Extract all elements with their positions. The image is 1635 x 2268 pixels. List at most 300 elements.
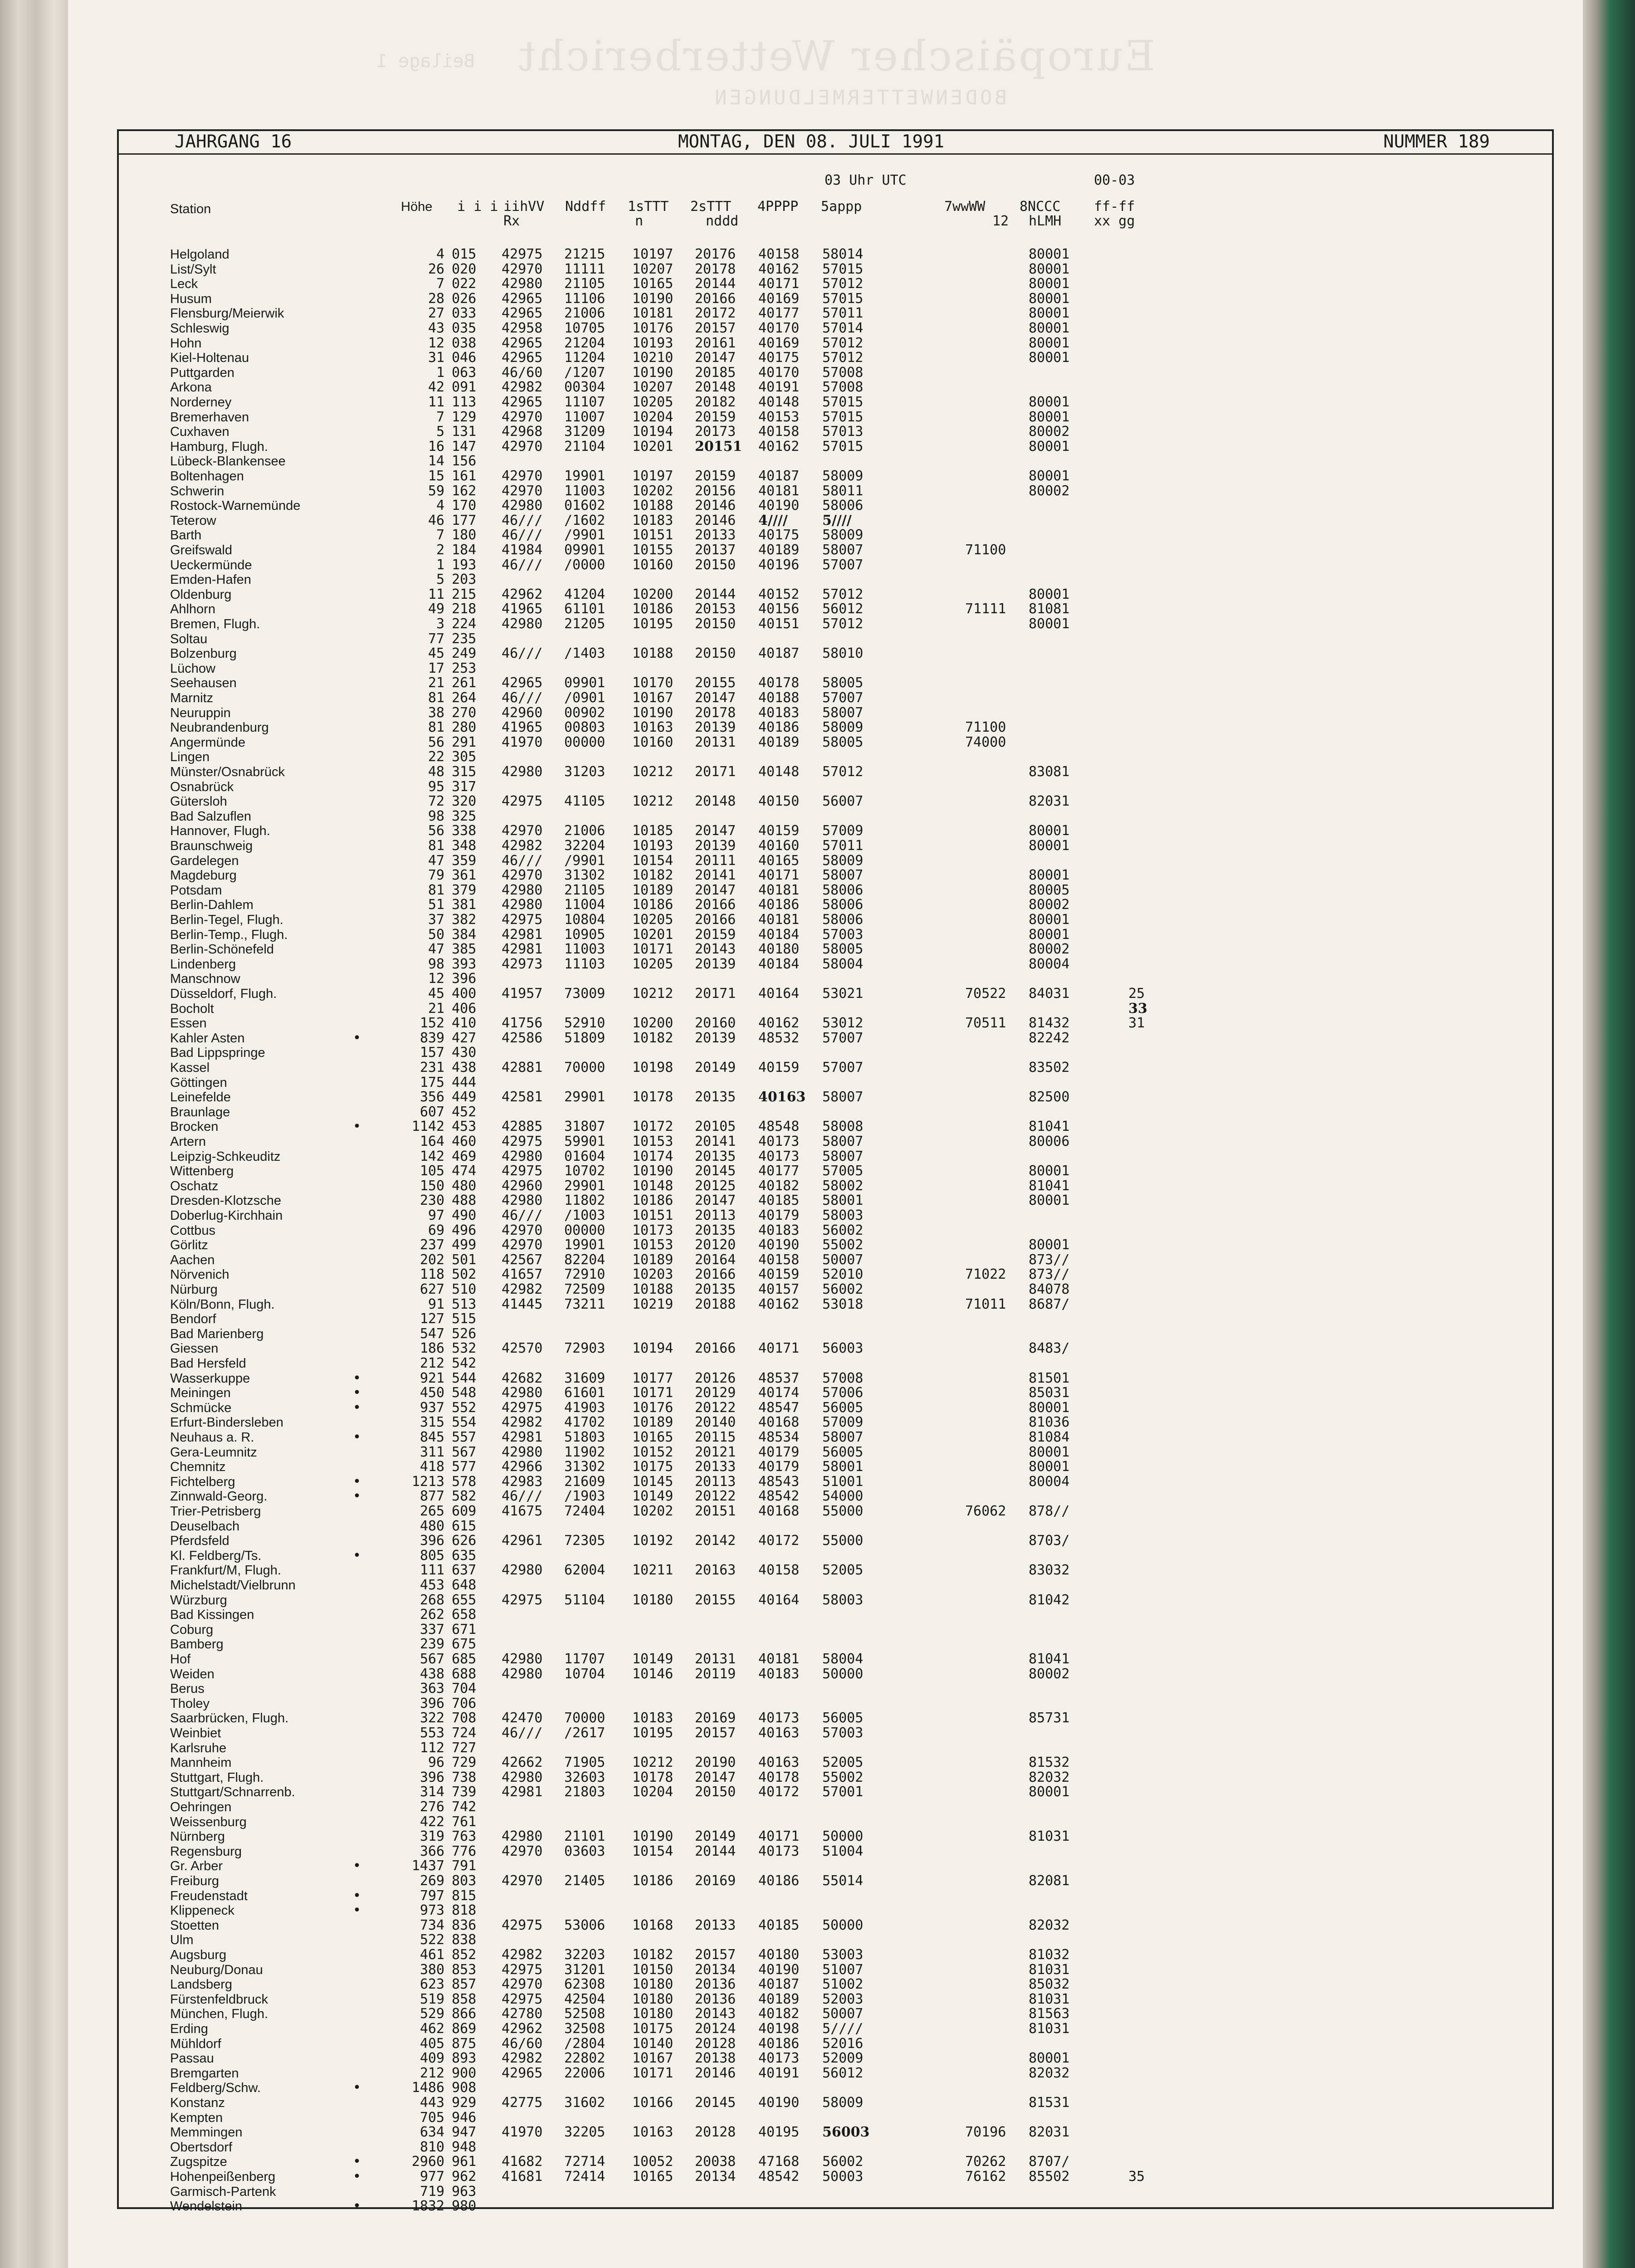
hlmh-header: hLMH <box>1029 213 1062 229</box>
pressure-value: 40158 <box>758 424 800 440</box>
ttt1-value: 10200 <box>632 586 674 602</box>
station-id: 033 <box>452 305 477 322</box>
station-id: 393 <box>452 956 477 972</box>
station-name: Saarbrücken, Flugh. <box>170 1711 289 1726</box>
ttt1-value: 10203 <box>632 1266 674 1283</box>
station-id: 544 <box>452 1370 477 1386</box>
nddff-value: 72903 <box>564 1340 605 1357</box>
cloud-value: 80001 <box>1029 1237 1070 1253</box>
nddff-value: 00902 <box>564 704 605 721</box>
station-height: 112 <box>420 1740 444 1756</box>
station-id: 406 <box>452 1000 477 1017</box>
ttt2-value: 20145 <box>695 2095 736 2111</box>
station-height: 1437 <box>411 1858 444 1874</box>
table-row <box>0 928 1515 943</box>
tendency-value: 52009 <box>822 2050 864 2067</box>
station-id: 046 <box>452 350 477 366</box>
iihvv-value: 41970 <box>502 734 543 750</box>
ttt2-value: 20113 <box>695 1207 736 1223</box>
table-row <box>0 2007 1515 2022</box>
nddff-value: 11111 <box>564 261 605 277</box>
station-id: 496 <box>452 1222 477 1238</box>
ttt2-value: 20148 <box>695 379 736 396</box>
ttt1-value: 10201 <box>632 926 674 943</box>
ttt2-value: 20145 <box>695 1163 736 1179</box>
cloud-value: 82032 <box>1029 1917 1070 1933</box>
station-height: 4 <box>436 246 444 262</box>
table-row <box>0 1815 1515 1830</box>
cloud-value: 81501 <box>1029 1370 1070 1386</box>
station-name: Manschnow <box>170 972 240 987</box>
station-name: Wittenberg <box>170 1164 234 1179</box>
tendency-value: 50003 <box>822 2169 864 2185</box>
station-name: Schmücke <box>170 1400 232 1415</box>
pressure-value: 40171 <box>758 1828 800 1845</box>
tendency-value: 57008 <box>822 379 864 396</box>
nddd-header: nddd <box>706 213 739 229</box>
table-row <box>0 2081 1515 2096</box>
station-id: 655 <box>452 1592 477 1608</box>
station-id: 658 <box>452 1607 477 1623</box>
ttt1-value: 10172 <box>632 1119 674 1135</box>
station-height: 212 <box>420 1355 444 1371</box>
ttt2-value: 20133 <box>695 1459 736 1475</box>
iihvv-value: 42965 <box>502 675 543 691</box>
station-name: München, Flugh. <box>170 2007 268 2022</box>
ttt2-value: 20163 <box>695 1562 736 1579</box>
nddff-value: 29901 <box>564 1089 605 1105</box>
nddff-value: 11902 <box>564 1444 605 1460</box>
tendency-value: 58006 <box>822 498 864 514</box>
ttt1-value: 10171 <box>632 1385 674 1401</box>
table-row <box>0 1977 1515 1992</box>
table-row <box>0 2155 1515 2170</box>
table-row <box>0 1327 1515 1342</box>
nddff-value: 52910 <box>564 1015 605 1031</box>
twelve-header: 12 <box>992 213 1009 229</box>
iihvv-value: 41681 <box>502 2169 543 2185</box>
iihvv-value: 41957 <box>502 986 543 1002</box>
station-id: 582 <box>452 1488 477 1505</box>
tendency-value: 52005 <box>822 1562 864 1579</box>
ttt2-value: 20105 <box>695 1119 736 1135</box>
table-row <box>0 380 1515 395</box>
nddff-value: 00000 <box>564 1222 605 1238</box>
station-height: 973 <box>420 1902 444 1919</box>
iihvv-value: 42975 <box>502 912 543 928</box>
tendency-value: 58006 <box>822 882 864 898</box>
tendency-value: 57012 <box>822 335 864 351</box>
station-name: Angermünde <box>170 735 246 750</box>
tendency-value: 52005 <box>822 1755 864 1771</box>
iihvv-value: 42980 <box>502 897 543 913</box>
cloud-value: 81031 <box>1029 1961 1070 1978</box>
station-id: 180 <box>452 527 477 543</box>
station-id: 348 <box>452 838 477 854</box>
station-name: Stuttgart/Schnarrenb. <box>170 1785 295 1800</box>
station-height: 409 <box>420 2050 444 2067</box>
ttt1-value: 10175 <box>632 1459 674 1475</box>
ttt2-value: 20149 <box>695 1828 736 1845</box>
station-height: 49 <box>428 601 444 617</box>
iihvv-value: 42960 <box>502 1178 543 1194</box>
ttt2-value: 20135 <box>695 1148 736 1164</box>
tendency-value: 56002 <box>822 1281 864 1297</box>
pressure-value: 40190 <box>758 1237 800 1253</box>
station-name: Teterow <box>170 513 216 528</box>
iihvv-value: 46/60 <box>502 2035 543 2052</box>
tendency-value: 57012 <box>822 764 864 780</box>
station-name: Weiden <box>170 1667 215 1681</box>
ttt2-value: 20173 <box>695 424 736 440</box>
nddff-value: 62004 <box>564 1562 605 1579</box>
table-row <box>0 410 1515 425</box>
cloud-value: 83032 <box>1029 1562 1070 1579</box>
station-height: 81 <box>428 882 444 898</box>
cloud-value: 80001 <box>1029 320 1070 336</box>
station-id: 761 <box>452 1813 477 1830</box>
station-id: 675 <box>452 1636 477 1652</box>
station-id: 177 <box>452 512 477 528</box>
table-row <box>0 1401 1515 1416</box>
iihvv-value: 42970 <box>502 438 543 455</box>
ttt1-value: 10052 <box>632 2154 674 2170</box>
iihvv-value: 42975 <box>502 1399 543 1416</box>
nddff-value: /0000 <box>564 557 605 573</box>
cloud-value: 80004 <box>1029 1473 1070 1490</box>
cloud-value: 81531 <box>1029 2095 1070 2111</box>
table-row <box>0 1770 1515 1785</box>
nddff-value: 32203 <box>564 1947 605 1963</box>
iii-header: i i i <box>457 199 498 215</box>
weather-value: 70262 <box>965 2154 1006 2170</box>
ttt1-value: 10190 <box>632 704 674 721</box>
table-row <box>0 1253 1515 1268</box>
nddff-value: /9901 <box>564 527 605 543</box>
cloud-value: 80002 <box>1029 897 1070 913</box>
pressure-value: 4//// <box>758 512 788 528</box>
iihvv-value: 42982 <box>502 838 543 854</box>
pressure-value: 40190 <box>758 2095 800 2111</box>
table-row <box>0 898 1515 913</box>
ttt2-value: 20129 <box>695 1385 736 1401</box>
nddff-value: 10804 <box>564 912 605 928</box>
cloud-value: 81041 <box>1029 1178 1070 1194</box>
nddff-value: 73009 <box>564 986 605 1002</box>
station-id: 261 <box>452 675 477 691</box>
tendency-value: 57013 <box>822 424 864 440</box>
ttt1-value: 10176 <box>632 320 674 336</box>
station-id: 548 <box>452 1385 477 1401</box>
ttt2-value: 20133 <box>695 1917 736 1933</box>
nddff-value: 11106 <box>564 290 605 307</box>
table-row <box>0 676 1515 691</box>
ttt1-value: 10180 <box>632 1592 674 1608</box>
cloud-value: 80001 <box>1029 1444 1070 1460</box>
table-row <box>0 1164 1515 1179</box>
nddff-value: 11007 <box>564 409 605 425</box>
ttt2-value: 20144 <box>695 586 736 602</box>
station-id: 015 <box>452 246 477 262</box>
nddff-value: 21101 <box>564 1828 605 1845</box>
tendency-value: 55014 <box>822 1873 864 1889</box>
tendency-value: 58011 <box>822 483 864 499</box>
station-height: 921 <box>420 1370 444 1386</box>
station-height: 547 <box>420 1325 444 1342</box>
iihvv-value: 42975 <box>502 793 543 810</box>
station-id: 869 <box>452 2021 477 2037</box>
nddff-value: 31203 <box>564 764 605 780</box>
station-name: Norderney <box>170 395 232 410</box>
pressure-value: 40159 <box>758 1060 800 1075</box>
tendency-value: 55000 <box>822 1503 864 1519</box>
station-id: 742 <box>452 1799 477 1815</box>
station-height: 56 <box>428 823 444 839</box>
ttt2-value: 20150 <box>695 645 736 662</box>
station-height: 405 <box>420 2035 444 2052</box>
tendency-value: 58009 <box>822 527 864 543</box>
station-height: 276 <box>420 1799 444 1815</box>
tendency-value: 58003 <box>822 1207 864 1223</box>
iihvv-value: 42970 <box>502 261 543 277</box>
ttt2-value: 20139 <box>695 1030 736 1046</box>
pressure-value: 40186 <box>758 2035 800 2052</box>
bleed-through-beilage: Beilage 1 <box>376 51 475 72</box>
tendency-value: 57003 <box>822 926 864 943</box>
station-id: 270 <box>452 704 477 721</box>
station-name: Zinnwald-Georg. <box>170 1489 268 1504</box>
cloud-value: 81563 <box>1029 2006 1070 2022</box>
station-name: Osnabrück <box>170 779 234 794</box>
table-row <box>0 2170 1515 2185</box>
table-row <box>0 306 1515 321</box>
table-row <box>0 854 1515 869</box>
pressure-value: 40186 <box>758 1873 800 1889</box>
station-name: Stoetten <box>170 1918 220 1933</box>
ttt1-value: 10205 <box>632 912 674 928</box>
station-height: 519 <box>420 1991 444 2007</box>
table-row <box>0 661 1515 676</box>
pressure-value: 40182 <box>758 2006 800 2022</box>
station-name: Oldenburg <box>170 587 232 602</box>
ttt1-value: 10163 <box>632 2124 674 2141</box>
nddff-value: 21609 <box>564 1473 605 1490</box>
table-row <box>0 484 1515 499</box>
cloud-value: 85502 <box>1029 2169 1070 2185</box>
nddff-value: /1403 <box>564 645 605 662</box>
iihvv-value: 42586 <box>502 1030 543 1046</box>
tendency-value: 58009 <box>822 852 864 869</box>
station-name: Trier-Petrisberg <box>170 1504 261 1519</box>
station-height: 175 <box>420 1074 444 1090</box>
station-id: 947 <box>452 2124 477 2141</box>
mountain-marker: • <box>353 2080 361 2096</box>
ttt2-value: 20135 <box>695 1281 736 1297</box>
nddff-value: 31807 <box>564 1119 605 1135</box>
nddff-value: 29901 <box>564 1178 605 1194</box>
pressure-value: 40162 <box>758 1015 800 1031</box>
ttt1-value: 10168 <box>632 1917 674 1933</box>
tendency-value: 57005 <box>822 1163 864 1179</box>
table-row <box>0 1593 1515 1608</box>
ttt1-value: 10205 <box>632 956 674 972</box>
ttt1-value: 10182 <box>632 1030 674 1046</box>
station-name: Meiningen <box>170 1386 231 1401</box>
tendency-value: 57008 <box>822 364 864 381</box>
cloud-value: 82242 <box>1029 1030 1070 1046</box>
nddff-value: 21104 <box>564 438 605 455</box>
table-row <box>0 1356 1515 1371</box>
weather-value: 76162 <box>965 2169 1006 2185</box>
iihvv-value: 42975 <box>502 1991 543 2007</box>
xx-gg-header: xx gg <box>1094 213 1135 229</box>
ttt1-value: 10189 <box>632 1251 674 1268</box>
pressure-value: 40196 <box>758 557 800 573</box>
station-name: Köln/Bonn, Flugh. <box>170 1297 275 1312</box>
tendency-value: 57003 <box>822 1725 864 1741</box>
tendency-value: 57007 <box>822 1060 864 1075</box>
station-name: Essen <box>170 1016 207 1031</box>
ttt2-value: 20169 <box>695 1873 736 1889</box>
ttt2-value: 20125 <box>695 1178 736 1194</box>
table-row <box>0 277 1515 292</box>
iihvv-value: 41965 <box>502 719 543 736</box>
station-name: Barth <box>170 528 202 543</box>
iihvv-value: 41984 <box>502 542 543 558</box>
station-name: Mannheim <box>170 1755 232 1770</box>
tendency-value: 57009 <box>822 1414 864 1431</box>
nddff-value: 19901 <box>564 1237 605 1253</box>
tendency-value: 53021 <box>822 986 864 1002</box>
issue-number: NUMMER 189 <box>1383 132 1490 152</box>
cloud-value: 80002 <box>1029 1666 1070 1682</box>
table-row <box>0 765 1515 780</box>
station-id: 410 <box>452 1015 477 1031</box>
station-height: 7 <box>436 527 444 543</box>
table-row <box>0 1504 1515 1519</box>
tendency-value: 53012 <box>822 1015 864 1031</box>
ttt1-value: 10181 <box>632 305 674 322</box>
tendency-value: 52016 <box>822 2035 864 2052</box>
gust-value: 31 <box>1128 1015 1145 1031</box>
station-height: 2960 <box>411 2154 444 2170</box>
cloud-value: 80001 <box>1029 616 1070 632</box>
table-row <box>0 1608 1515 1623</box>
nddff-value: 61601 <box>564 1385 605 1401</box>
station-id: 291 <box>452 734 477 750</box>
table-row <box>0 2051 1515 2066</box>
mountain-marker: • <box>353 1385 361 1401</box>
nddff-value: 21215 <box>564 246 605 262</box>
station-id: 502 <box>452 1266 477 1283</box>
tendency-value: 58004 <box>822 1651 864 1667</box>
station-name: Schwerin <box>170 484 225 499</box>
nddff-value: 41204 <box>564 586 605 602</box>
station-id: 513 <box>452 1296 477 1312</box>
iihvv-value: 42965 <box>502 350 543 366</box>
tendency-value: 55002 <box>822 1237 864 1253</box>
station-name: Gardelegen <box>170 853 239 868</box>
ttt1-value: 10180 <box>632 2006 674 2022</box>
iihvv-value: 42682 <box>502 1370 543 1386</box>
ttt1-value: 10202 <box>632 1503 674 1519</box>
pressure-value: 40170 <box>758 320 800 336</box>
cloud-value: 81036 <box>1029 1414 1070 1431</box>
table-row <box>0 440 1515 455</box>
table-row <box>0 691 1515 706</box>
station-height: 319 <box>420 1828 444 1845</box>
station-id: 853 <box>452 1961 477 1978</box>
station-height: 96 <box>428 1755 444 1771</box>
station-id: 396 <box>452 971 477 987</box>
nddff-value: 31602 <box>564 2095 605 2111</box>
iihvv-value: 42970 <box>502 1222 543 1238</box>
pressure-value: 48534 <box>758 1429 800 1445</box>
ttt1-value: 10145 <box>632 1473 674 1490</box>
ttt1-value: 10195 <box>632 1725 674 1741</box>
ttt1-value: 10183 <box>632 512 674 528</box>
table-row <box>0 1475 1515 1490</box>
table-row <box>0 735 1515 750</box>
station-name: Göttingen <box>170 1075 227 1090</box>
iihvv-value: 46/// <box>502 852 543 869</box>
station-name: Cottbus <box>170 1223 215 1238</box>
pressure-value: 40182 <box>758 1178 800 1194</box>
pressure-value: 48547 <box>758 1399 800 1416</box>
table-row <box>0 1903 1515 1918</box>
ttt2-value: 20148 <box>695 793 736 810</box>
nddff-value: 72714 <box>564 2154 605 2170</box>
pressure-value: 40180 <box>758 1947 800 1963</box>
station-height: 634 <box>420 2124 444 2141</box>
nddff-value: 21405 <box>564 1873 605 1889</box>
ttt2-value: 20156 <box>695 483 736 499</box>
table-row <box>0 987 1515 1002</box>
cloud-value: 81081 <box>1029 601 1070 617</box>
iihvv-value: 42980 <box>502 276 543 292</box>
station-height: 363 <box>420 1681 444 1697</box>
ttt2-value: 20157 <box>695 1947 736 1963</box>
ttt2-value: 20190 <box>695 1755 736 1771</box>
station-name: Lingen <box>170 750 210 765</box>
station-name: Mühldorf <box>170 2036 221 2051</box>
station-height: 262 <box>420 1607 444 1623</box>
ttt2-value: 20136 <box>695 1991 736 2007</box>
table-row <box>0 469 1515 484</box>
tendency-value: 57015 <box>822 290 864 307</box>
tendency-value: 5//// <box>822 512 852 528</box>
station-height: 522 <box>420 1932 444 1948</box>
iihvv-value: 42975 <box>502 1592 543 1608</box>
iihvv-value: 42980 <box>502 1666 543 1682</box>
ttt2-value: 20135 <box>695 1222 736 1238</box>
station-height: 1832 <box>411 2198 444 2214</box>
ttt1-value: 10163 <box>632 719 674 736</box>
iihvv-value: 42982 <box>502 1281 543 1297</box>
pressure-value: 40169 <box>758 290 800 307</box>
station-name: Brocken <box>170 1119 219 1134</box>
tendency-value: 54000 <box>822 1488 864 1505</box>
cloud-value: 873// <box>1029 1251 1070 1268</box>
table-row <box>0 1031 1515 1046</box>
nddff-value: 00000 <box>564 734 605 750</box>
station-id: 131 <box>452 424 477 440</box>
station-id: 900 <box>452 2065 477 2081</box>
ttt1-value: 10207 <box>632 379 674 396</box>
table-row <box>0 1445 1515 1460</box>
ttt2-value: 20122 <box>695 1488 736 1505</box>
station-name: Ulm <box>170 1933 194 1948</box>
